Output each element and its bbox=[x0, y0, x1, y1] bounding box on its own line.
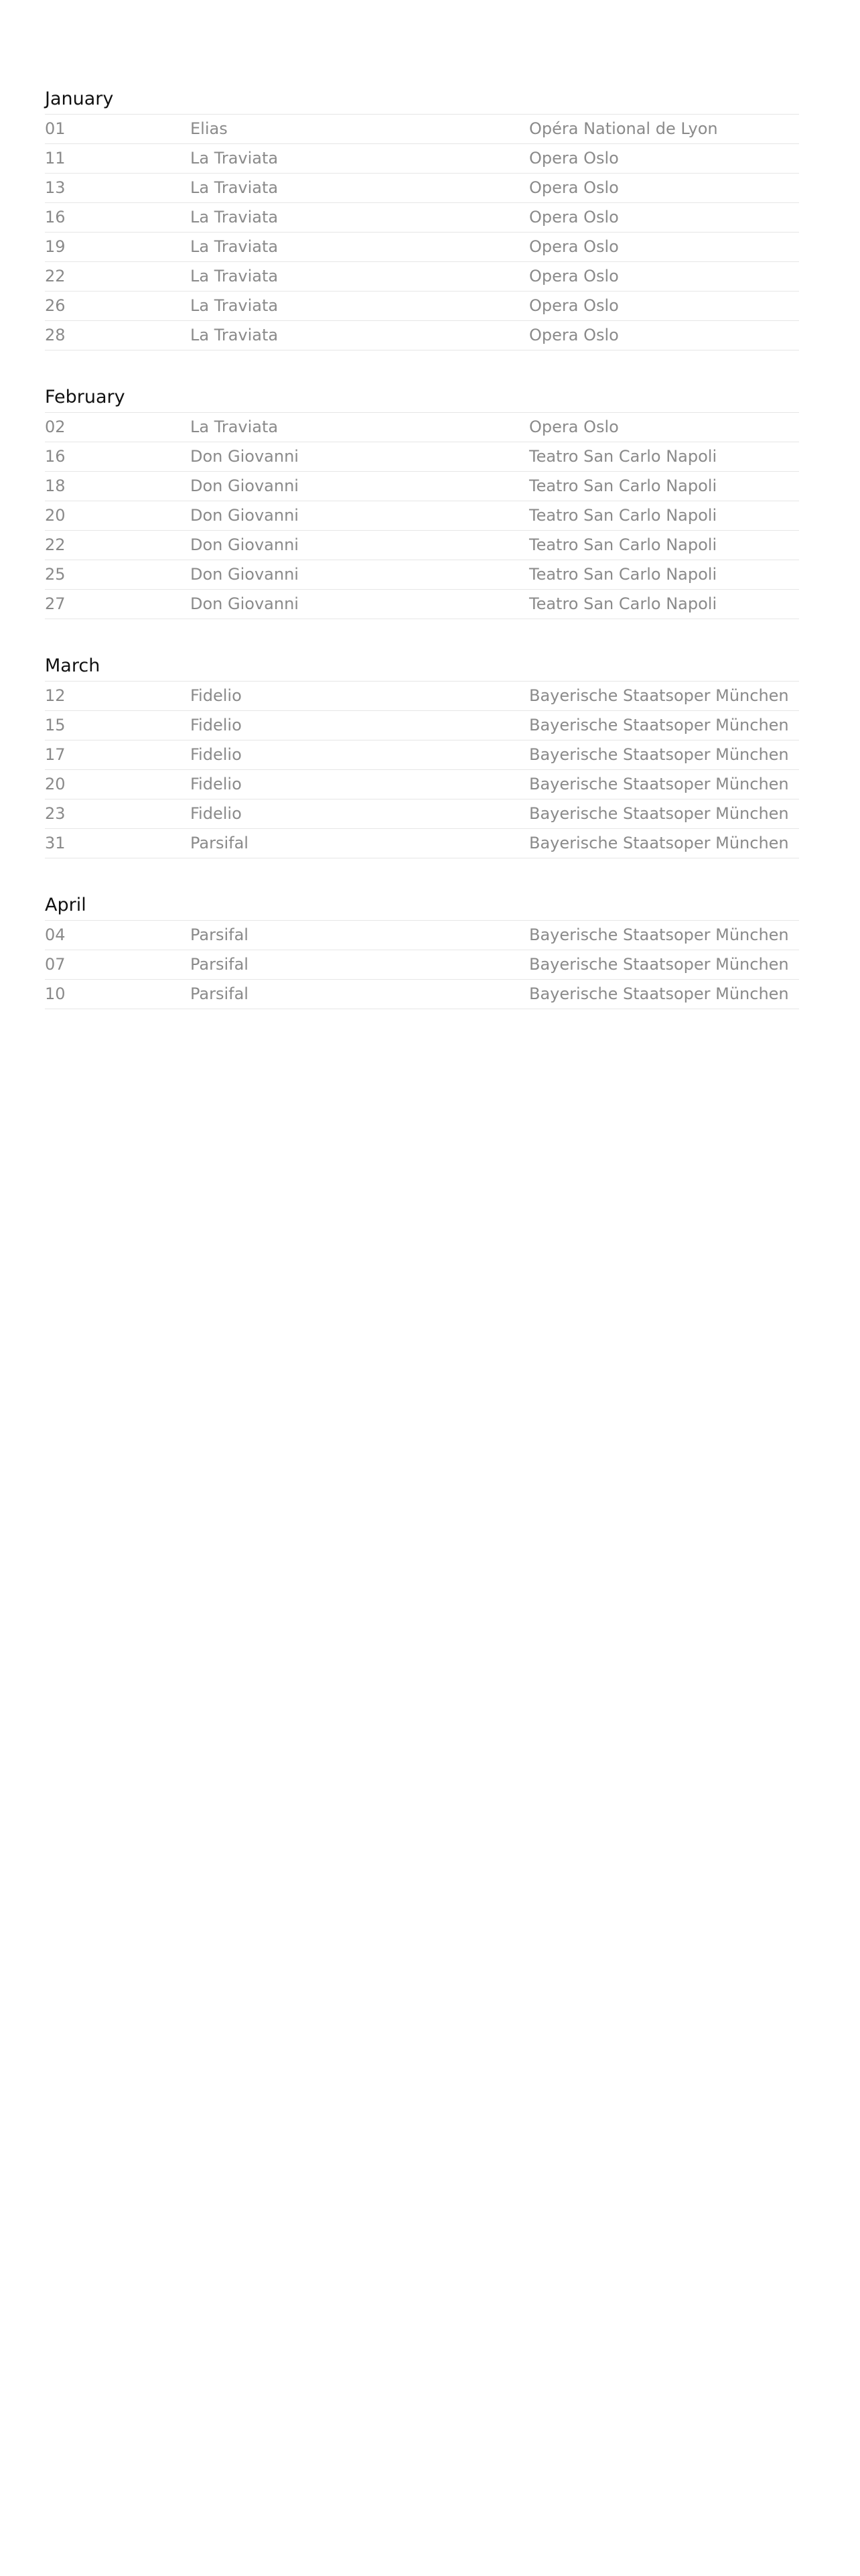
event-title: La Traviata bbox=[190, 417, 279, 436]
event-title: Don Giovanni bbox=[190, 535, 299, 554]
event-row bbox=[45, 770, 799, 799]
event-venue: Opera Oslo bbox=[529, 208, 619, 227]
event-row bbox=[45, 682, 799, 711]
event-title: Parsifal bbox=[190, 984, 248, 1003]
month-heading: April bbox=[45, 891, 799, 921]
event-date: 11 bbox=[45, 149, 66, 168]
event-date: 22 bbox=[45, 535, 66, 554]
event-venue: Teatro San Carlo Napoli bbox=[529, 506, 717, 525]
event-date: 23 bbox=[45, 804, 66, 823]
event-title: La Traviata bbox=[190, 208, 279, 227]
event-venue: Opera Oslo bbox=[529, 296, 619, 315]
event-date: 17 bbox=[45, 745, 66, 764]
event-venue: Bayerische Staatsoper München bbox=[529, 716, 789, 734]
event-title: Fidelio bbox=[190, 716, 242, 734]
event-title: La Traviata bbox=[190, 326, 279, 344]
event-date: 27 bbox=[45, 594, 66, 613]
event-row bbox=[45, 262, 799, 292]
month-section bbox=[45, 84, 799, 350]
event-title: Parsifal bbox=[190, 925, 248, 944]
event-date: 25 bbox=[45, 565, 66, 584]
event-date: 13 bbox=[45, 178, 66, 197]
month-heading: February bbox=[45, 383, 799, 413]
event-title: Fidelio bbox=[190, 775, 242, 793]
event-row bbox=[45, 711, 799, 740]
event-date: 07 bbox=[45, 955, 66, 974]
event-row bbox=[45, 203, 799, 233]
event-venue: Opera Oslo bbox=[529, 237, 619, 256]
event-venue: Opera Oslo bbox=[529, 417, 619, 436]
event-row bbox=[45, 980, 799, 1009]
event-date: 15 bbox=[45, 716, 66, 734]
event-date: 16 bbox=[45, 208, 66, 227]
event-title: Parsifal bbox=[190, 834, 248, 852]
event-title: Elias bbox=[190, 119, 228, 138]
performance-schedule bbox=[45, 84, 799, 1041]
event-venue: Bayerische Staatsoper München bbox=[529, 686, 789, 705]
event-venue: Opera Oslo bbox=[529, 178, 619, 197]
event-row bbox=[45, 174, 799, 203]
event-date: 20 bbox=[45, 775, 66, 793]
event-venue: Teatro San Carlo Napoli bbox=[529, 447, 717, 466]
event-row bbox=[45, 292, 799, 321]
event-date: 10 bbox=[45, 984, 66, 1003]
event-title: Don Giovanni bbox=[190, 476, 299, 495]
event-row bbox=[45, 829, 799, 858]
event-row bbox=[45, 413, 799, 442]
event-venue: Teatro San Carlo Napoli bbox=[529, 594, 717, 613]
event-venue: Teatro San Carlo Napoli bbox=[529, 535, 717, 554]
event-row bbox=[45, 560, 799, 590]
event-row bbox=[45, 531, 799, 560]
event-title: Fidelio bbox=[190, 686, 242, 705]
month-heading: January bbox=[45, 84, 799, 115]
event-row bbox=[45, 115, 799, 144]
event-row bbox=[45, 442, 799, 472]
event-row bbox=[45, 144, 799, 174]
event-date: 22 bbox=[45, 267, 66, 285]
event-venue: Opera Oslo bbox=[529, 326, 619, 344]
event-title: La Traviata bbox=[190, 149, 279, 168]
event-date: 18 bbox=[45, 476, 66, 495]
event-date: 02 bbox=[45, 417, 66, 436]
event-date: 01 bbox=[45, 119, 66, 138]
event-title: La Traviata bbox=[190, 267, 279, 285]
event-row bbox=[45, 321, 799, 350]
event-date: 20 bbox=[45, 506, 66, 525]
event-title: Parsifal bbox=[190, 955, 248, 974]
month-heading: March bbox=[45, 651, 799, 682]
event-date: 19 bbox=[45, 237, 66, 256]
event-title: Fidelio bbox=[190, 745, 242, 764]
event-title: Don Giovanni bbox=[190, 447, 299, 466]
event-row bbox=[45, 590, 799, 619]
event-title: Don Giovanni bbox=[190, 594, 299, 613]
event-venue: Bayerische Staatsoper München bbox=[529, 804, 789, 823]
event-venue: Teatro San Carlo Napoli bbox=[529, 476, 717, 495]
event-venue: Bayerische Staatsoper München bbox=[529, 925, 789, 944]
event-title: Don Giovanni bbox=[190, 565, 299, 584]
event-row bbox=[45, 799, 799, 829]
event-venue: Bayerische Staatsoper München bbox=[529, 984, 789, 1003]
event-venue: Bayerische Staatsoper München bbox=[529, 955, 789, 974]
event-title: La Traviata bbox=[190, 237, 279, 256]
event-title: La Traviata bbox=[190, 178, 279, 197]
event-title: Don Giovanni bbox=[190, 506, 299, 525]
event-date: 04 bbox=[45, 925, 66, 944]
event-row bbox=[45, 950, 799, 980]
event-date: 16 bbox=[45, 447, 66, 466]
event-venue: Bayerische Staatsoper München bbox=[529, 745, 789, 764]
event-venue: Bayerische Staatsoper München bbox=[529, 834, 789, 852]
event-venue: Opéra National de Lyon bbox=[529, 119, 718, 138]
event-date: 28 bbox=[45, 326, 66, 344]
event-date: 26 bbox=[45, 296, 66, 315]
event-row bbox=[45, 921, 799, 950]
event-row bbox=[45, 472, 799, 501]
event-date: 31 bbox=[45, 834, 66, 852]
event-date: 12 bbox=[45, 686, 66, 705]
event-venue: Opera Oslo bbox=[529, 149, 619, 168]
event-venue: Opera Oslo bbox=[529, 267, 619, 285]
month-section bbox=[45, 383, 799, 619]
event-venue: Bayerische Staatsoper München bbox=[529, 775, 789, 793]
event-venue: Teatro San Carlo Napoli bbox=[529, 565, 717, 584]
month-section bbox=[45, 891, 799, 1009]
event-row bbox=[45, 740, 799, 770]
event-title: Fidelio bbox=[190, 804, 242, 823]
event-row bbox=[45, 501, 799, 531]
event-row bbox=[45, 233, 799, 262]
event-title: La Traviata bbox=[190, 296, 279, 315]
month-section bbox=[45, 651, 799, 858]
